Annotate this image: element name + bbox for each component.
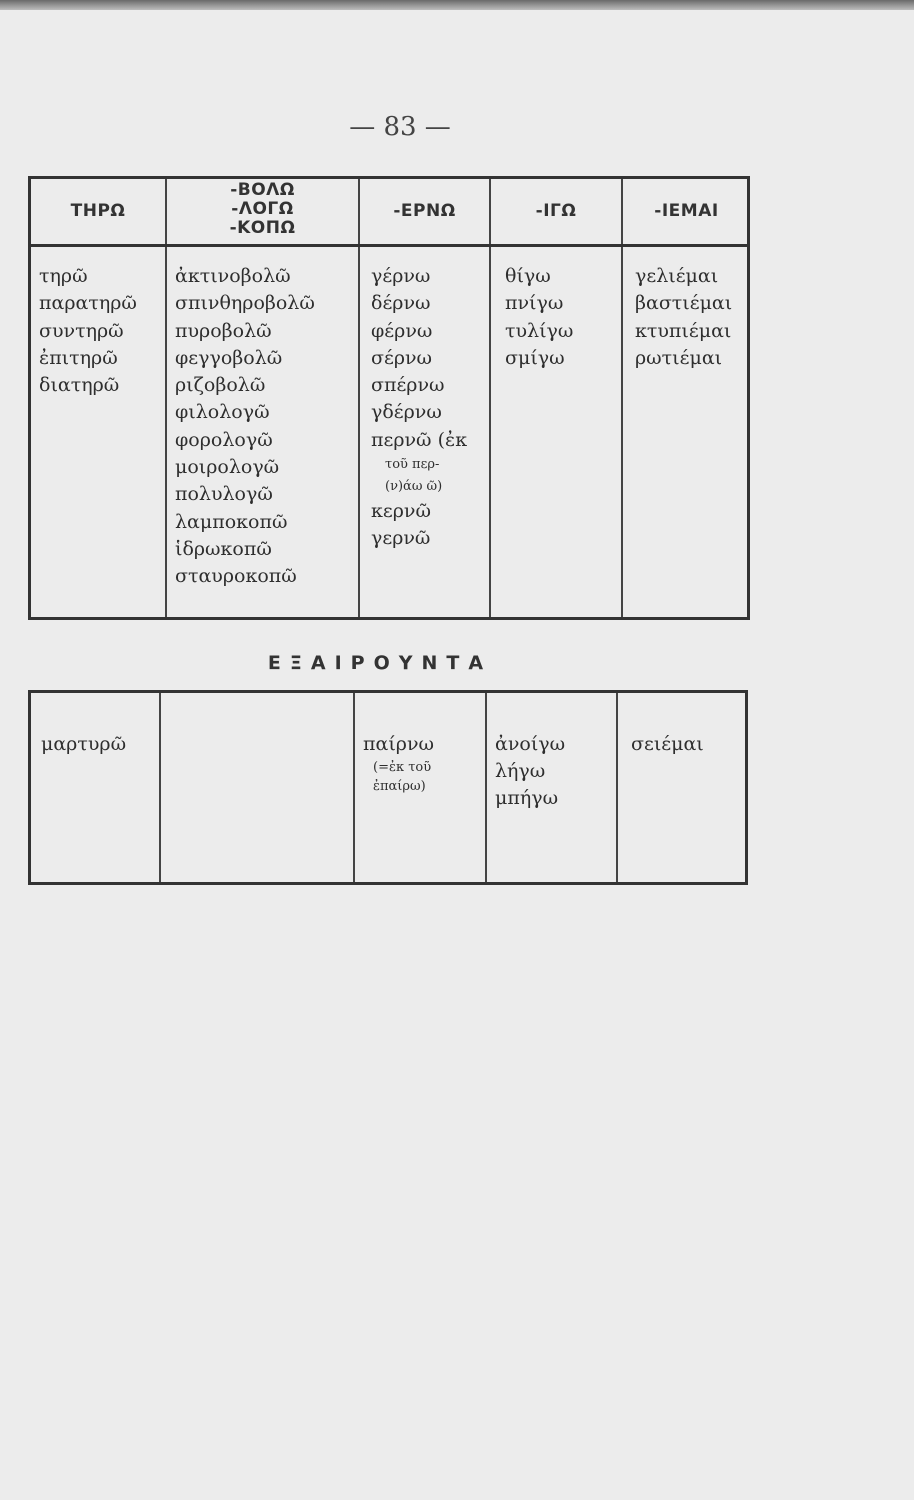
word: βαστιέμαι: [635, 292, 733, 315]
word: συντηρῶ: [39, 319, 124, 342]
column-erno-words: [371, 263, 467, 553]
header-line: -ΙΓΩ: [535, 201, 577, 221]
word: μπήγω: [495, 787, 559, 809]
word: περνῶ (ἐκ: [371, 428, 468, 451]
word: παρατηρῶ: [39, 292, 137, 315]
word-note: ἐπαίρω): [373, 779, 426, 794]
word-note: (ν)άω ῶ): [385, 479, 443, 495]
column-header-igo: [491, 202, 621, 221]
word-note: (=ἐκ τοῦ: [373, 760, 432, 775]
word: διατηρῶ: [39, 374, 120, 397]
exception-col5: [631, 731, 704, 758]
word: φέρνω: [371, 319, 433, 342]
column-header-erno: [360, 202, 489, 221]
exception-col1: [41, 731, 126, 758]
word: ἀκτινοβολῶ: [175, 265, 291, 287]
column-igo-words: [505, 263, 573, 372]
column-volo-words: [175, 263, 315, 591]
header-line: ΤΗΡΩ: [70, 201, 126, 221]
column-iemai-words: [635, 263, 732, 372]
word: τηρῶ: [39, 265, 88, 287]
header-line: -ΛΟΓΩ: [231, 199, 294, 219]
word: σπινθηροβολῶ: [175, 292, 315, 315]
header-line: -ΙΕΜΑΙ: [654, 201, 719, 221]
exceptions-title: ΕΞΑΙΡΟΥΝΤΑ: [267, 652, 493, 674]
word: γδέρνω: [371, 401, 442, 424]
word: θίγω: [505, 265, 551, 287]
column-divider: [485, 693, 487, 882]
word: λαμποκοπῶ: [175, 510, 288, 533]
column-tiro-words: [39, 263, 137, 399]
word: γερνῶ: [371, 527, 431, 550]
word: πυροβολῶ: [175, 319, 272, 342]
column-divider: [353, 693, 355, 882]
word: γέρνω: [371, 265, 431, 287]
header-line: -ΚΟΠΩ: [229, 218, 296, 238]
main-table: [28, 176, 750, 620]
word: σέρνω: [371, 346, 433, 369]
word: φεγγοβολῶ: [175, 346, 283, 369]
word: ἐπιτηρῶ: [39, 346, 118, 369]
header-line: -ΕΡΝΩ: [393, 201, 456, 221]
word: λήγω: [495, 760, 546, 782]
word: πολυλογῶ: [175, 483, 273, 506]
word: μοιρολογῶ: [175, 456, 280, 479]
page-number: — 83 —: [349, 112, 451, 142]
header-divider: [31, 244, 747, 247]
word-note: τοῦ περ-: [385, 457, 440, 473]
column-divider: [616, 693, 618, 882]
word: κτυπιέμαι: [635, 319, 732, 342]
word: φορολογῶ: [175, 428, 273, 451]
scan-top-edge: [0, 0, 914, 10]
column-header-iemai: [623, 202, 750, 221]
exception-col4: [495, 731, 565, 812]
column-header-volo: [167, 181, 358, 238]
exception-col3: [363, 731, 434, 796]
word: σμίγω: [505, 346, 565, 369]
word: δέρνω: [371, 292, 431, 315]
word: ἱδρωκοπῶ: [175, 537, 272, 560]
word: πνίγω: [505, 292, 564, 315]
word: μαρτυρῶ: [41, 733, 127, 755]
column-header-tiro: [31, 202, 165, 221]
column-divider: [159, 693, 161, 882]
exceptions-table: [28, 690, 748, 885]
word: σειέμαι: [631, 733, 704, 755]
word: γελιέμαι: [635, 265, 719, 287]
word: κερνῶ: [371, 500, 431, 523]
word: ἀνοίγω: [495, 733, 566, 755]
header-line: -ΒΟΛΩ: [230, 180, 295, 200]
word: σταυροκοπῶ: [175, 565, 297, 588]
word: σπέρνω: [371, 374, 445, 397]
word: τυλίγω: [505, 319, 574, 342]
word: φιλολογῶ: [175, 401, 270, 424]
word: ρωτιέμαι: [635, 346, 723, 369]
word: παίρνω: [363, 733, 434, 755]
word: ριζοβολῶ: [175, 374, 266, 397]
